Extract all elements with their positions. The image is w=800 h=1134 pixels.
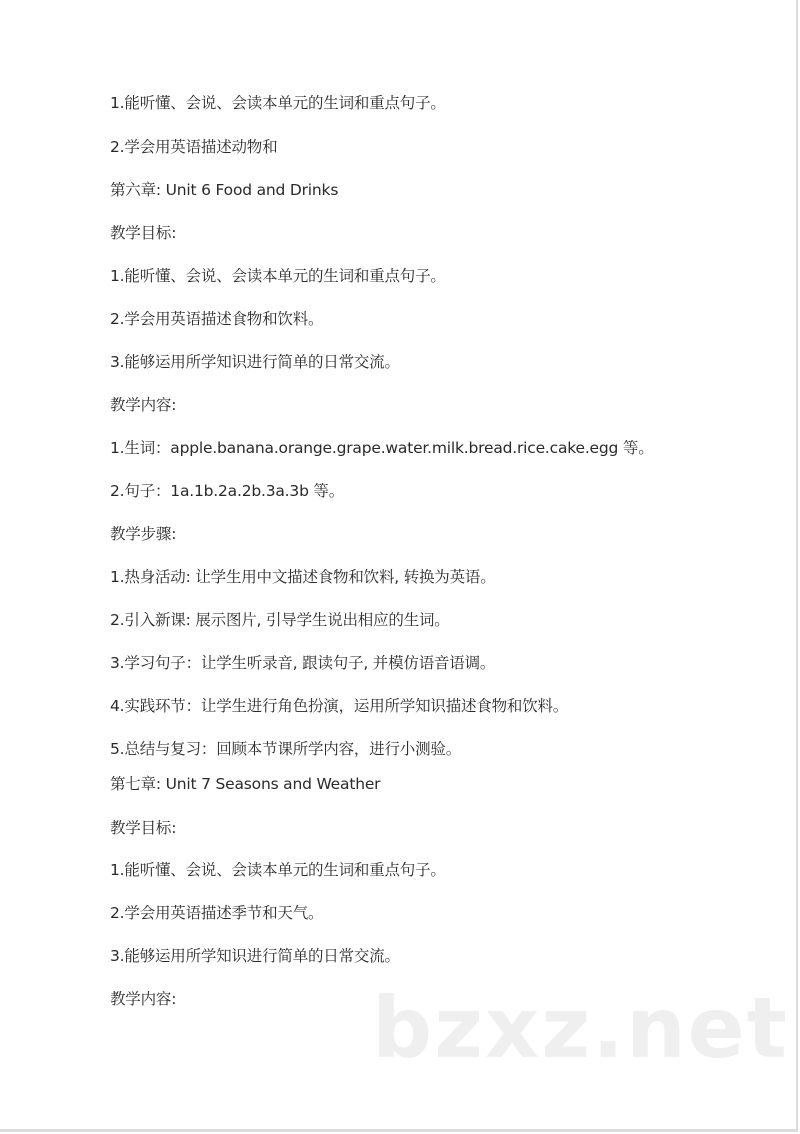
text-line: 2.学会用英语描述季节和天气。 <box>110 904 324 922</box>
section-heading: 教学内容: <box>110 396 177 414</box>
text-line: 5.总结与复习：回顾本节课所学内容，进行小测验。 <box>110 740 461 758</box>
text-line: 2.引入新课: 展示图片, 引导学生说出相应的生词。 <box>110 611 450 629</box>
text-line: 2.学会用英语描述食物和饮料。 <box>110 310 324 328</box>
text-line: 3.能够运用所学知识进行简单的日常交流。 <box>110 947 400 965</box>
section-heading: 教学步骤: <box>110 525 177 543</box>
text-line: 4.实践环节：让学生进行角色扮演，运用所学知识描述食物和饮料。 <box>110 697 569 715</box>
text-line: 1.能听懂、会说、会读本单元的生词和重点句子。 <box>110 94 446 112</box>
text-line: 2.句子：1a.1b.2a.2b.3a.3b 等。 <box>110 482 345 500</box>
section-heading: 教学目标: <box>110 819 177 837</box>
watermark: bzxz.net <box>372 979 789 1077</box>
text-line: 1.生词：apple.banana.orange.grape.water.milk.bread.rice.cake.egg 等。 <box>110 439 654 457</box>
chapter-heading: 第七章: Unit 7 Seasons and Weather <box>110 775 381 793</box>
text-line: 3.学习句子：让学生听录音, 跟读句子, 并模仿语音语调。 <box>110 654 496 672</box>
section-heading: 教学目标: <box>110 224 177 242</box>
text-line: 1.能听懂、会说、会读本单元的生词和重点句子。 <box>110 861 446 879</box>
text-line: 2.学会用英语描述动物和 <box>110 138 278 156</box>
text-line: 1.热身活动: 让学生用中文描述食物和饮料, 转换为英语。 <box>110 568 496 586</box>
section-heading: 教学内容: <box>110 990 177 1008</box>
chapter-heading: 第六章: Unit 6 Food and Drinks <box>110 181 339 199</box>
text-line: 1.能听懂、会说、会读本单元的生词和重点句子。 <box>110 267 446 285</box>
text-line: 3.能够运用所学知识进行简单的日常交流。 <box>110 353 400 371</box>
